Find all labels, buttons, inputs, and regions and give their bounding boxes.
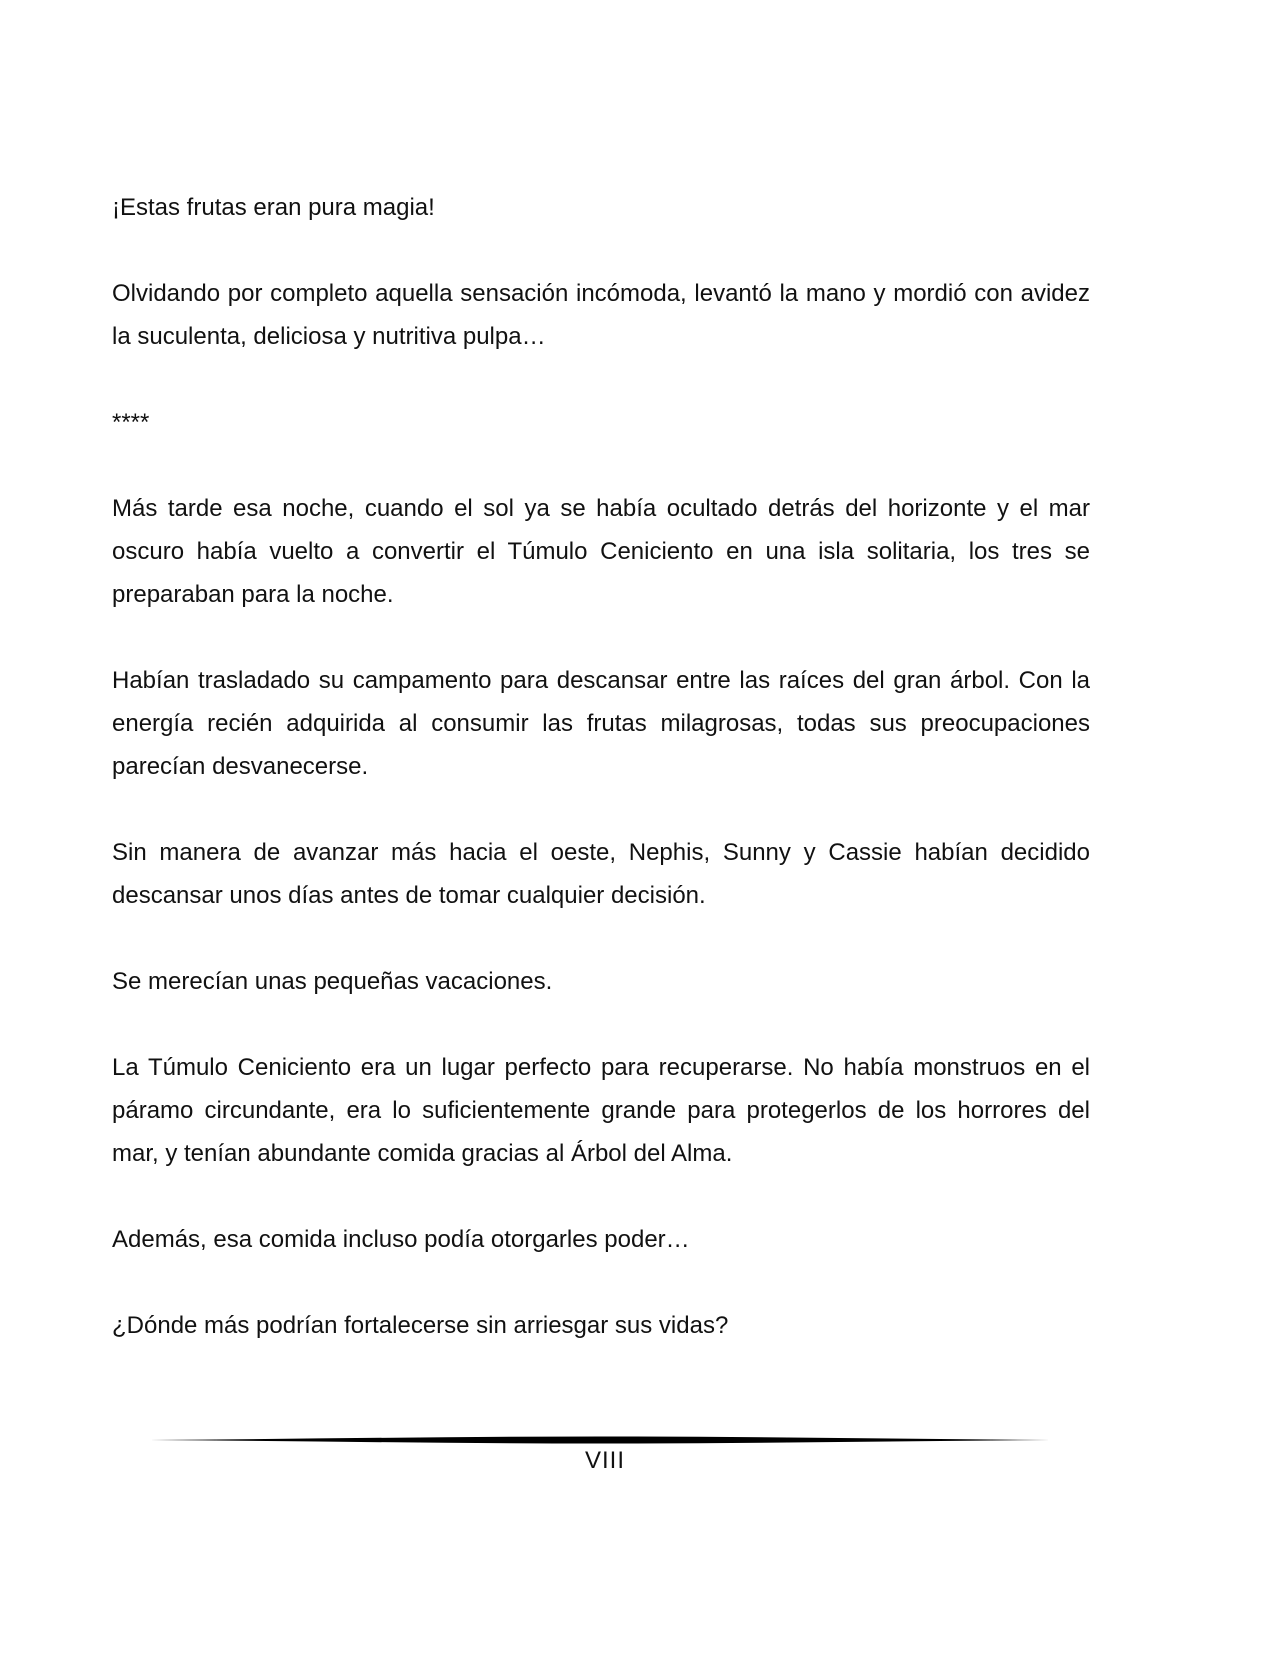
paragraph: Habían trasladado su campamento para descansar entre las raíces del gran árbol. Con la energía recién adquirida al consumir las frutas milagrosas, todas sus preocupaciones parecían desvanecerse. — [112, 667, 1090, 780]
paragraph: Sin manera de avanzar más hacia el oeste, Nephis, Sunny y Cassie habían decidido descansar unos días antes de tomar cualquier decisión. — [112, 839, 1090, 909]
paragraph: Se merecían unas pequeñas vacaciones. — [112, 968, 553, 995]
page-body — [112, 186, 1090, 1390]
paragraph: ¡Estas frutas eran pura magia! — [112, 194, 435, 221]
paragraph: ¿Dónde más podrían fortalecerse sin arriesgar sus vidas? — [112, 1312, 729, 1339]
paragraph: Olvidando por completo aquella sensación incómoda, levantó la mano y mordió con avidez la suculenta, deliciosa y nutritiva pulpa… — [112, 280, 1090, 350]
footer-divider — [150, 1434, 1050, 1446]
paragraph: La Túmulo Ceniciento era un lugar perfecto para recuperarse. No había monstruos en el páramo circundante, era lo suficientemente grande para protegerlos de los horrores del mar, y tenían abundante comida gracias al Árbol del Alma. — [112, 1054, 1090, 1167]
paragraph: Más tarde esa noche, cuando el sol ya se había ocultado detrás del horizonte y el mar oscuro había vuelto a convertir el Túmulo Ceniciento en una isla solitaria, los tres se preparaban para la noche. — [112, 495, 1090, 608]
scene-break: **** — [112, 409, 150, 436]
paragraph: Además, esa comida incluso podía otorgarles poder… — [112, 1226, 690, 1253]
page-number: VIII — [584, 1447, 625, 1474]
